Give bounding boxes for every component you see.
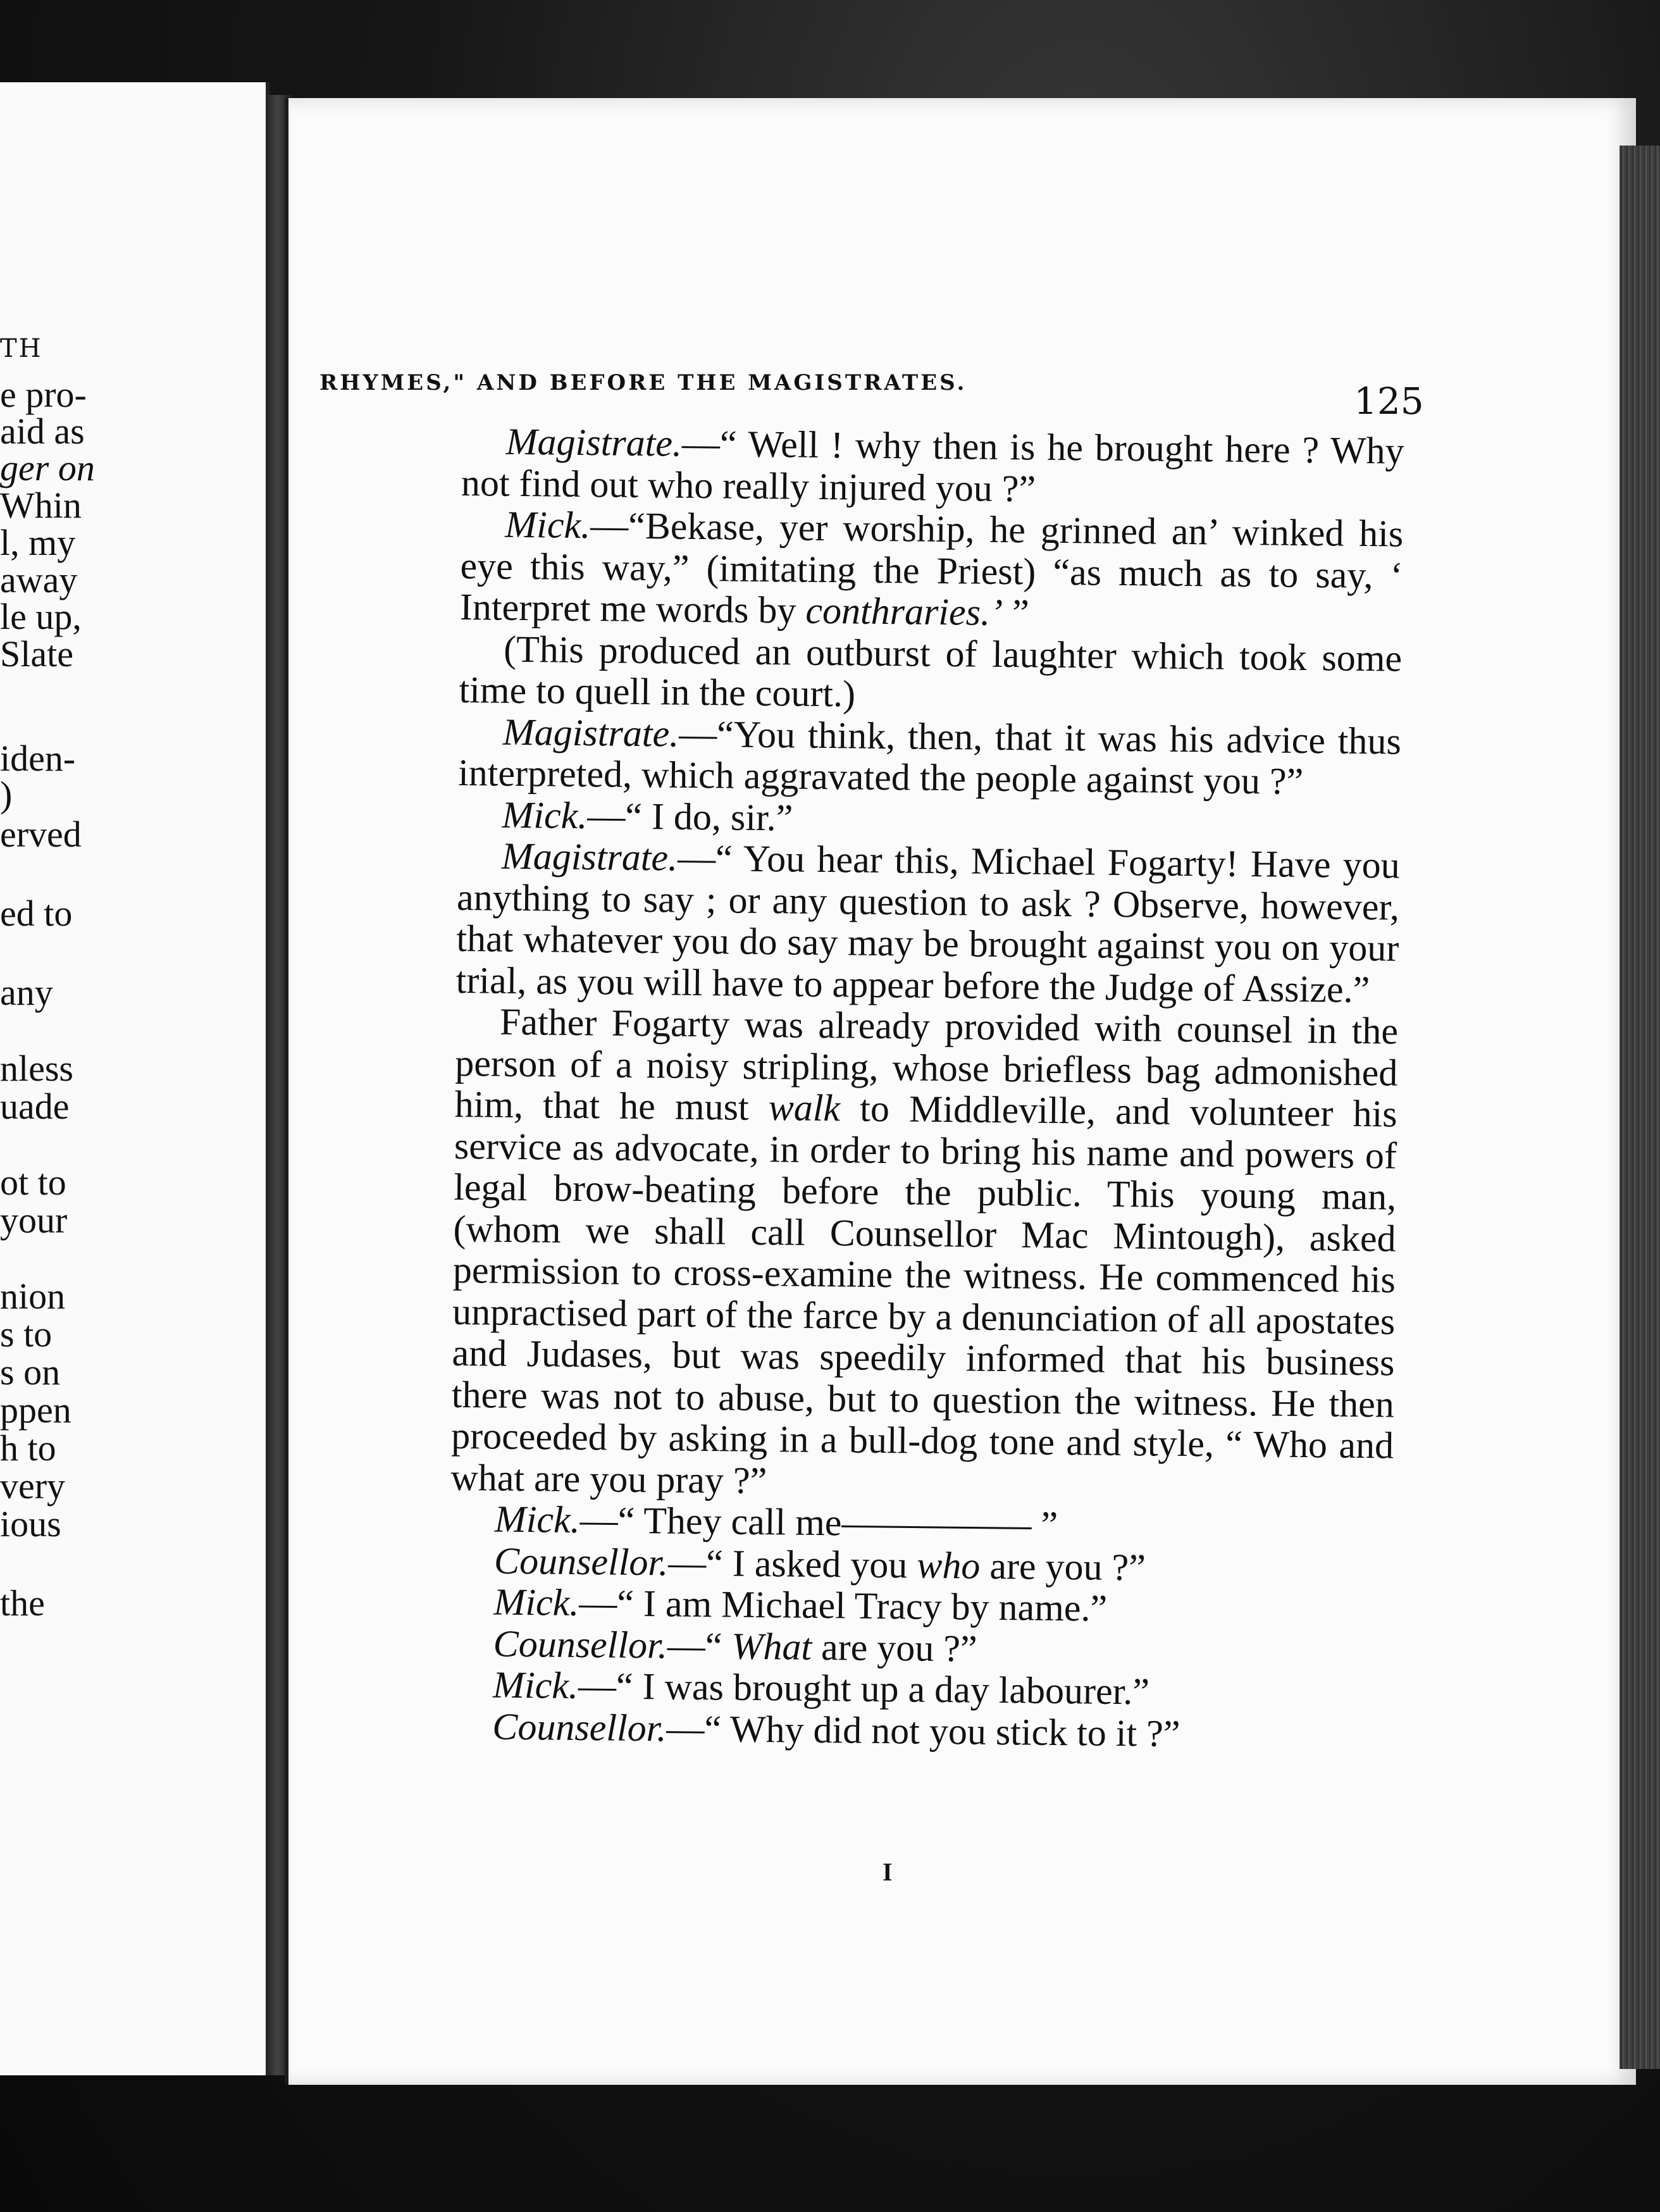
speaker-name: Counsellor.	[493, 1622, 668, 1667]
left-page-line: aid as	[0, 411, 85, 452]
paragraph-text: —“ I asked you	[667, 1541, 917, 1586]
page-edges	[1620, 146, 1660, 2069]
left-page-line: very	[0, 1465, 66, 1507]
paragraph-text: —“You think, then, that it was his advice thus interpreted, which aggravated the people against you ?”	[457, 712, 1402, 802]
left-page-line: the	[0, 1582, 45, 1624]
left-page-line: ious	[0, 1503, 61, 1544]
left-page-line: ot to	[0, 1162, 66, 1203]
paragraph-text: —“ I do, sir.”	[587, 794, 793, 839]
left-page-line: l, my	[0, 522, 76, 563]
paragraph-text: —“ I was brought up a day labourer.”	[578, 1665, 1150, 1713]
paragraph	[459, 628, 1402, 721]
paragraph-text-continued: are you ?”	[980, 1544, 1146, 1588]
paragraph-text-continued: ”	[1002, 591, 1030, 634]
left-page-line: ger on	[0, 447, 95, 488]
paragraph	[450, 1001, 1398, 1508]
left-page-line: ppen	[0, 1389, 71, 1431]
paragraph-text: —“ They call me————— ”	[579, 1499, 1058, 1546]
speaker-name: Magistrate.	[502, 711, 679, 755]
paragraph-text-continued: are you ?”	[811, 1625, 977, 1670]
left-page-line: s on	[0, 1351, 61, 1393]
left-page-line: )	[0, 774, 13, 815]
speaker-name: Magistrate.	[501, 835, 678, 879]
left-page-line: away	[0, 559, 78, 600]
speaker-name: Mick.	[504, 503, 591, 547]
left-page-line: Slate	[0, 633, 73, 674]
paragraph-text: —“ I am Michael Tracy by name.”	[579, 1582, 1108, 1629]
left-page	[0, 82, 269, 2075]
paragraph	[461, 421, 1404, 514]
body-text	[448, 421, 1404, 1756]
paragraph-text: Father Fogarty was already provided with counsel in the person of a noisy stripling, whose briefless bag admonished him, that he must	[454, 1000, 1399, 1129]
page-number: 125	[1354, 380, 1424, 423]
paragraph-text-continued: to Middleville, and volunteer his service as advocate, in order to bring his name and powers of legal brow-beating before the public. This young man, (whom we shall call Counsellor Mac Mintough), asked permission to cross-examine the witness. He commenced his unpractised part of the farce by a denunciation of all apostates and Judases, but was speedily informed that his business there was not to abuse, but to question the witness. He then proceeded by asking in a bull-dog tone and style, “ Who and what are you pray ?”	[450, 1087, 1397, 1501]
left-page-line: uade	[0, 1086, 70, 1127]
speaker-name: Mick.	[492, 1663, 579, 1707]
left-page-line: nless	[0, 1048, 73, 1089]
speaker-name: Mick.	[493, 1581, 579, 1624]
left-page-line: Whin	[0, 485, 82, 526]
left-page-line: e pro-	[0, 374, 87, 415]
left-page-line: le up,	[0, 596, 82, 637]
paragraph-text: —“ You hear this, Michael Fogarty! Have you anything to say ; or any question to ask ? Observe, however, that whatever you do say may be brought against you on your trial, as you will have to appear before the Judge of Assize.”	[455, 836, 1401, 1010]
left-page-line: h to	[0, 1427, 56, 1469]
paragraph-text: —“Bekase, yer worship, he grinned an’ winked his eye this way,” (imitating the Priest) “as much as to say, ‘ Interpret me words by	[459, 504, 1404, 631]
emphasis-text: conthraries.’	[805, 589, 1003, 633]
left-page-line: iden-	[0, 738, 76, 779]
paragraph-text: —“ Well ! why then is he brought here ? Why not find out who really injured you ?”	[461, 422, 1404, 510]
left-page-line: ed to	[0, 893, 73, 934]
paragraph-text: (This produced an outburst of laughter which took some time to quell in the court.)	[459, 628, 1403, 715]
signature-mark: I	[883, 1858, 893, 1886]
emphasis-text: who	[917, 1544, 981, 1587]
speaker-name: Magistrate.	[505, 420, 683, 464]
paragraph	[455, 835, 1400, 1011]
speaker-name: Counsellor.	[493, 1539, 669, 1584]
running-head: RHYMES," AND BEFORE THE MAGISTRATES.	[319, 370, 967, 395]
paragraph	[460, 504, 1404, 638]
left-page-line: erved	[0, 814, 82, 855]
left-page-line: nion	[0, 1276, 66, 1317]
paragraph	[458, 711, 1401, 804]
paragraph-text: —“	[667, 1624, 732, 1667]
left-page-line: any	[0, 972, 53, 1013]
left-page-line: your	[0, 1200, 68, 1241]
emphasis-text: What	[731, 1625, 812, 1668]
speaker-name: Mick.	[494, 1498, 581, 1541]
left-page-line: s to	[0, 1314, 53, 1355]
speaker-name: Counsellor.	[492, 1705, 667, 1749]
paragraph-text: —“ Why did not you stick to it ?”	[666, 1707, 1180, 1755]
left-page-running-head: TH	[0, 334, 43, 363]
speaker-name: Mick.	[502, 793, 588, 836]
emphasis-text: walk	[768, 1086, 841, 1129]
